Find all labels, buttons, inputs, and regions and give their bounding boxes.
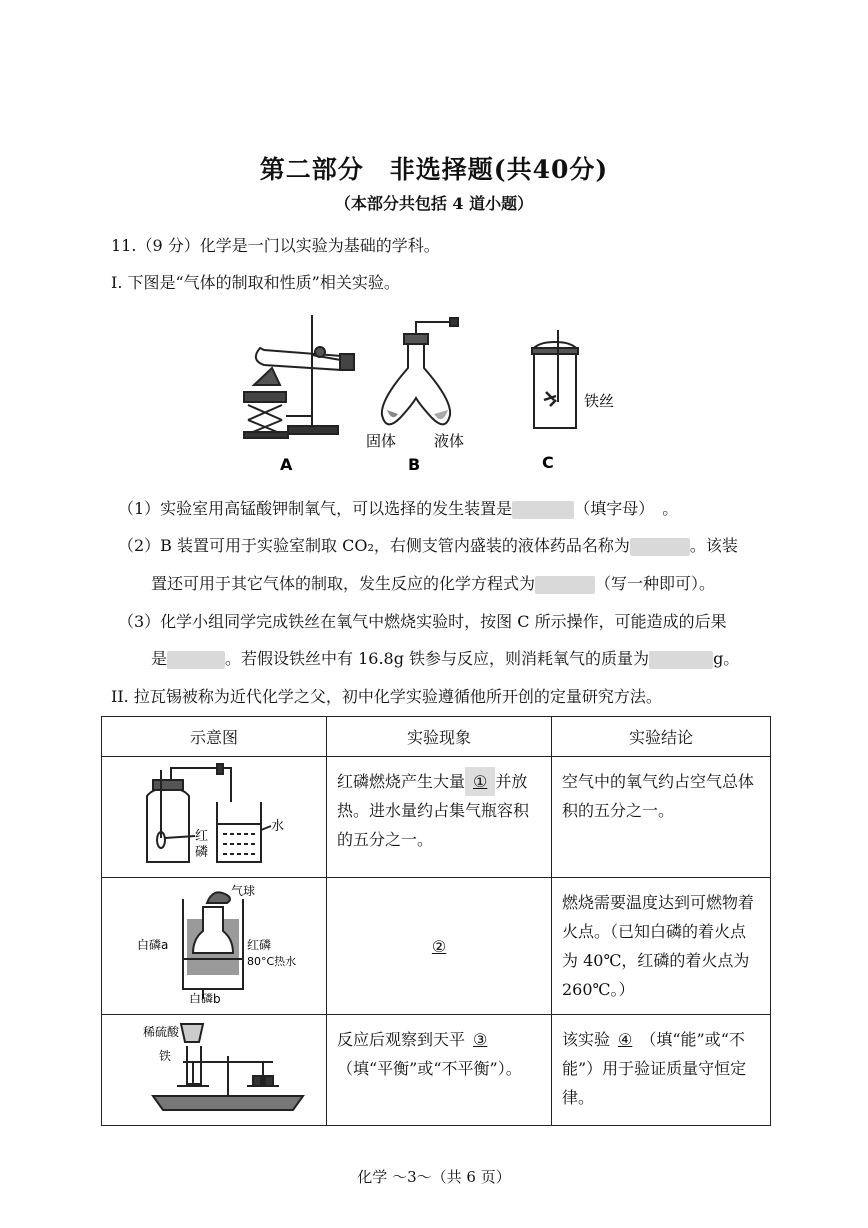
question-1: （1）实验室用高锰酸钾制氧气，可以选择的发生装置是 （填字母） 。	[118, 499, 679, 518]
apparatus-figure	[230, 310, 650, 480]
part-2-intro: II. 拉瓦锡被称为近代化学之父，初中化学实验遵循他所开创的定量研究方法。	[111, 687, 662, 706]
apparatus-b	[382, 318, 458, 424]
apparatus-c	[532, 330, 578, 428]
row2-diagram	[102, 878, 327, 1015]
label-balloon: 气球	[231, 884, 256, 898]
label-b: B	[408, 455, 421, 474]
header-diagram: 示意图	[102, 717, 327, 757]
balance-apparatus	[103, 1016, 323, 1120]
answer-blank-3b[interactable]	[649, 651, 713, 669]
section-subtitle: （本部分共包括 4 道小题）	[334, 194, 534, 213]
answer-blank-2a[interactable]	[630, 538, 690, 556]
page-footer: 化学 ～3～（共 6 页）	[357, 1168, 511, 1186]
label-a: A	[280, 455, 293, 474]
label-white-phosphorus-b: 白磷b	[189, 992, 221, 1003]
label-red-phosphorus: 红	[195, 829, 209, 844]
row2-phenomenon	[327, 878, 552, 1015]
answer-blank-table-4[interactable]: ④	[618, 1030, 633, 1049]
table-header-row	[102, 717, 771, 757]
table-row	[102, 1015, 771, 1126]
label-red-phosphorus-2: 红磷	[247, 938, 272, 952]
label-iron-wire: 铁丝	[584, 392, 615, 410]
row3-phenomenon: 反应后观察到天平 ③（填“平衡”或“不平衡”）。	[327, 1015, 552, 1126]
experiment-table	[101, 716, 771, 1126]
svg-text:磷: 磷	[195, 845, 209, 860]
question-3-line-2: 是 。若假设铁丝中有 16.8g 铁参与反应，则消耗氧气的质量为 g。	[151, 649, 740, 668]
red-phosphorus-apparatus	[103, 758, 323, 872]
answer-blank-1[interactable]	[512, 501, 574, 519]
label-solid: 固体	[366, 432, 397, 450]
table-row	[102, 878, 771, 1015]
row2-conclusion: 燃烧需要温度达到可燃物着火点。（已知白磷的着火点为 40℃，红磷的着火点为 260℃。）	[552, 878, 771, 1015]
label-liquid: 液体	[434, 432, 465, 450]
label-dilute-sulfuric-acid: 稀硫酸	[143, 1025, 180, 1039]
label-iron: 铁	[159, 1049, 172, 1063]
question-2-line-1: （2）B 装置可用于实验室制取 CO₂，右侧支管内盛装的液体药品名称为 。该装	[118, 536, 738, 555]
combustion-condition-apparatus	[103, 879, 323, 1003]
question-3-line-1: （3）化学小组同学完成铁丝在氧气中燃烧实验时，按图 C 所示操作，可能造成的后果	[118, 612, 727, 631]
row1-diagram	[102, 757, 327, 878]
part-1-intro: I. 下图是“气体的制取和性质”相关实验。	[111, 273, 400, 292]
answer-blank-2b[interactable]	[535, 576, 595, 594]
question-2-line-2: 置还可用于其它气体的制取，发生反应的化学方程式为 （写一种即可）。	[151, 574, 716, 593]
header-conclusion: 实验结论	[552, 717, 771, 757]
label-water: 水	[271, 819, 285, 834]
header-phenomenon: 实验现象	[327, 717, 552, 757]
row1-phenomenon: 红磷燃烧产生大量 ① 并放热。进水量约占集气瓶容积的五分之一。	[327, 757, 552, 878]
label-white-phosphorus-a: 白磷a	[137, 938, 169, 952]
row3-diagram	[102, 1015, 327, 1126]
answer-blank-3a[interactable]	[167, 651, 225, 669]
apparatus-a	[244, 315, 354, 438]
answer-blank-table-2[interactable]: ②	[431, 936, 447, 956]
row3-conclusion: 该实验 ④ （填“能”或“不能”）用于验证质量守恒定律。	[552, 1015, 771, 1126]
label-hot-water: 80°C热水	[247, 955, 297, 968]
row1-conclusion: 空气中的氧气约占空气总体积的五分之一。	[552, 757, 771, 878]
answer-blank-table-3[interactable]: ③	[473, 1030, 488, 1049]
table-row	[102, 757, 771, 878]
section-title: 第二部分 非选择题(共40分)	[259, 155, 609, 184]
question-11-stem: 11.（9 分）化学是一门以实验为基础的学科。	[111, 236, 440, 255]
answer-blank-table-1[interactable]: ①	[465, 767, 495, 796]
label-c: C	[542, 453, 554, 472]
